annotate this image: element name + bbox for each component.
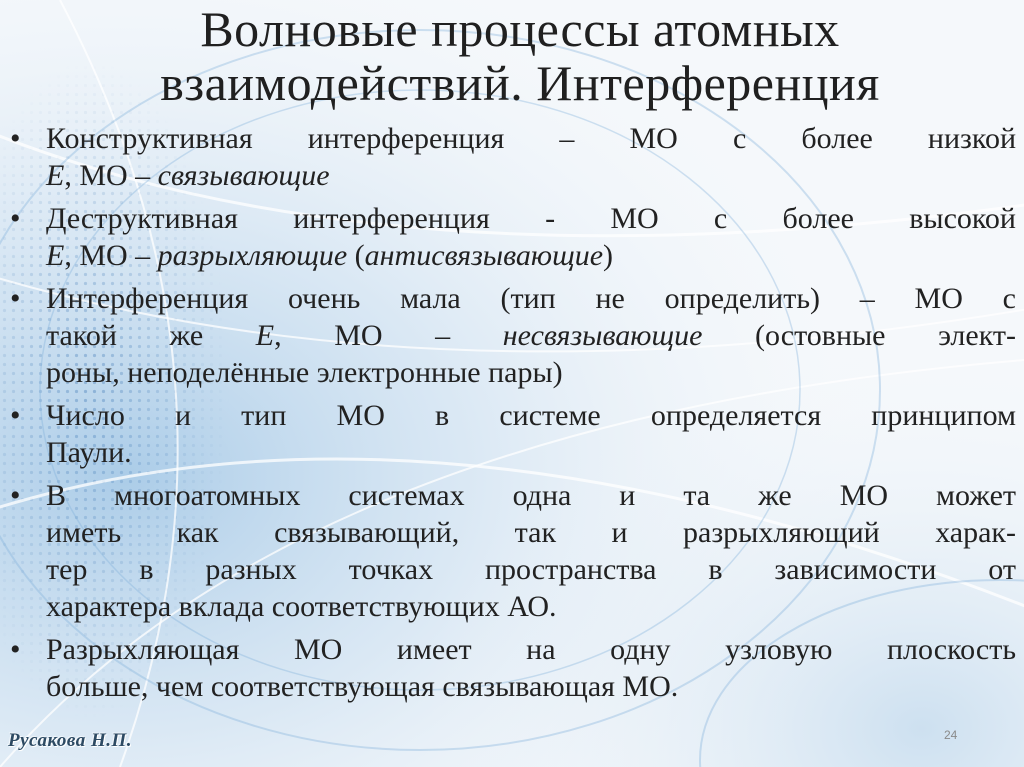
energy-symbol: E	[255, 319, 275, 352]
bullet-text: , МО –	[64, 159, 158, 192]
bullet-line	[46, 237, 1016, 274]
bullet-item-polyatomic	[4, 477, 1016, 625]
bullet-line: Разрыхляющая МО имеет на одну узловую плоскость	[46, 633, 1016, 666]
bullet-text: (	[347, 239, 365, 272]
bullet-line	[46, 157, 1016, 194]
bullet-term: антисвязывающие	[364, 239, 604, 272]
bullet-dot-icon: •	[10, 202, 21, 235]
bullet-list	[4, 120, 1016, 711]
bullet-dot-icon: •	[10, 399, 21, 432]
bullet-line: роны, неподелённые электронные пары)	[46, 356, 563, 389]
bullet-line: Число и тип МО в системе определяется принципом	[46, 399, 1016, 432]
bullet-line: Конструктивная интерференция – МО с более низкой	[46, 122, 1016, 155]
energy-symbol: E	[46, 239, 65, 272]
bullet-line: больше, чем соответствующая связывающая МО.	[46, 670, 679, 703]
bullet-item-constructive	[4, 120, 1016, 194]
bullet-dot-icon: •	[10, 633, 21, 666]
bullet-term: несвязывающие	[502, 319, 703, 352]
bullet-dot-icon: •	[10, 479, 21, 512]
title-line-1: Волновые процессы атомных	[200, 1, 840, 57]
bullet-line: характера вклада соответствующих АО.	[46, 590, 557, 623]
bullet-dot-icon: •	[10, 282, 21, 315]
bullet-item-destructive	[4, 200, 1016, 274]
author-signature: Русакова Н.П.	[8, 730, 133, 751]
title-line-2: взаимодействий. Интерференция	[160, 55, 880, 111]
bullet-item-nodal-plane	[4, 631, 1016, 705]
bullet-text: , МО –	[64, 239, 158, 272]
bullet-item-pauli	[4, 397, 1016, 471]
bullet-item-nonbonding	[4, 280, 1016, 391]
bullet-text: такой же	[46, 319, 256, 352]
bullet-line: В многоатомных системах одна и та же МО может	[46, 479, 1016, 512]
bullet-term: связывающие	[157, 159, 330, 192]
bullet-line: Паули.	[46, 436, 132, 469]
bullet-line: иметь как связывающий, так и разрыхляющий харак-	[46, 516, 1016, 549]
bullet-dot-icon: •	[10, 122, 21, 155]
bullet-line: Интерференция очень мала (тип не определить) – МО с	[46, 282, 1016, 315]
bullet-line	[46, 317, 1016, 354]
slide-number: 24	[944, 728, 958, 742]
bullet-line: тер в разных точках пространства в зависимости от	[46, 553, 1016, 586]
slide-title	[40, 2, 1000, 110]
bullet-text: , МО –	[274, 319, 503, 352]
energy-symbol: E	[46, 159, 65, 192]
bullet-term: разрыхляющие	[157, 239, 348, 272]
bullet-line: Деструктивная интерференция - МО с более высокой	[46, 202, 1016, 235]
bullet-text: )	[603, 239, 614, 272]
bullet-text: (остовные элект-	[702, 319, 1016, 352]
